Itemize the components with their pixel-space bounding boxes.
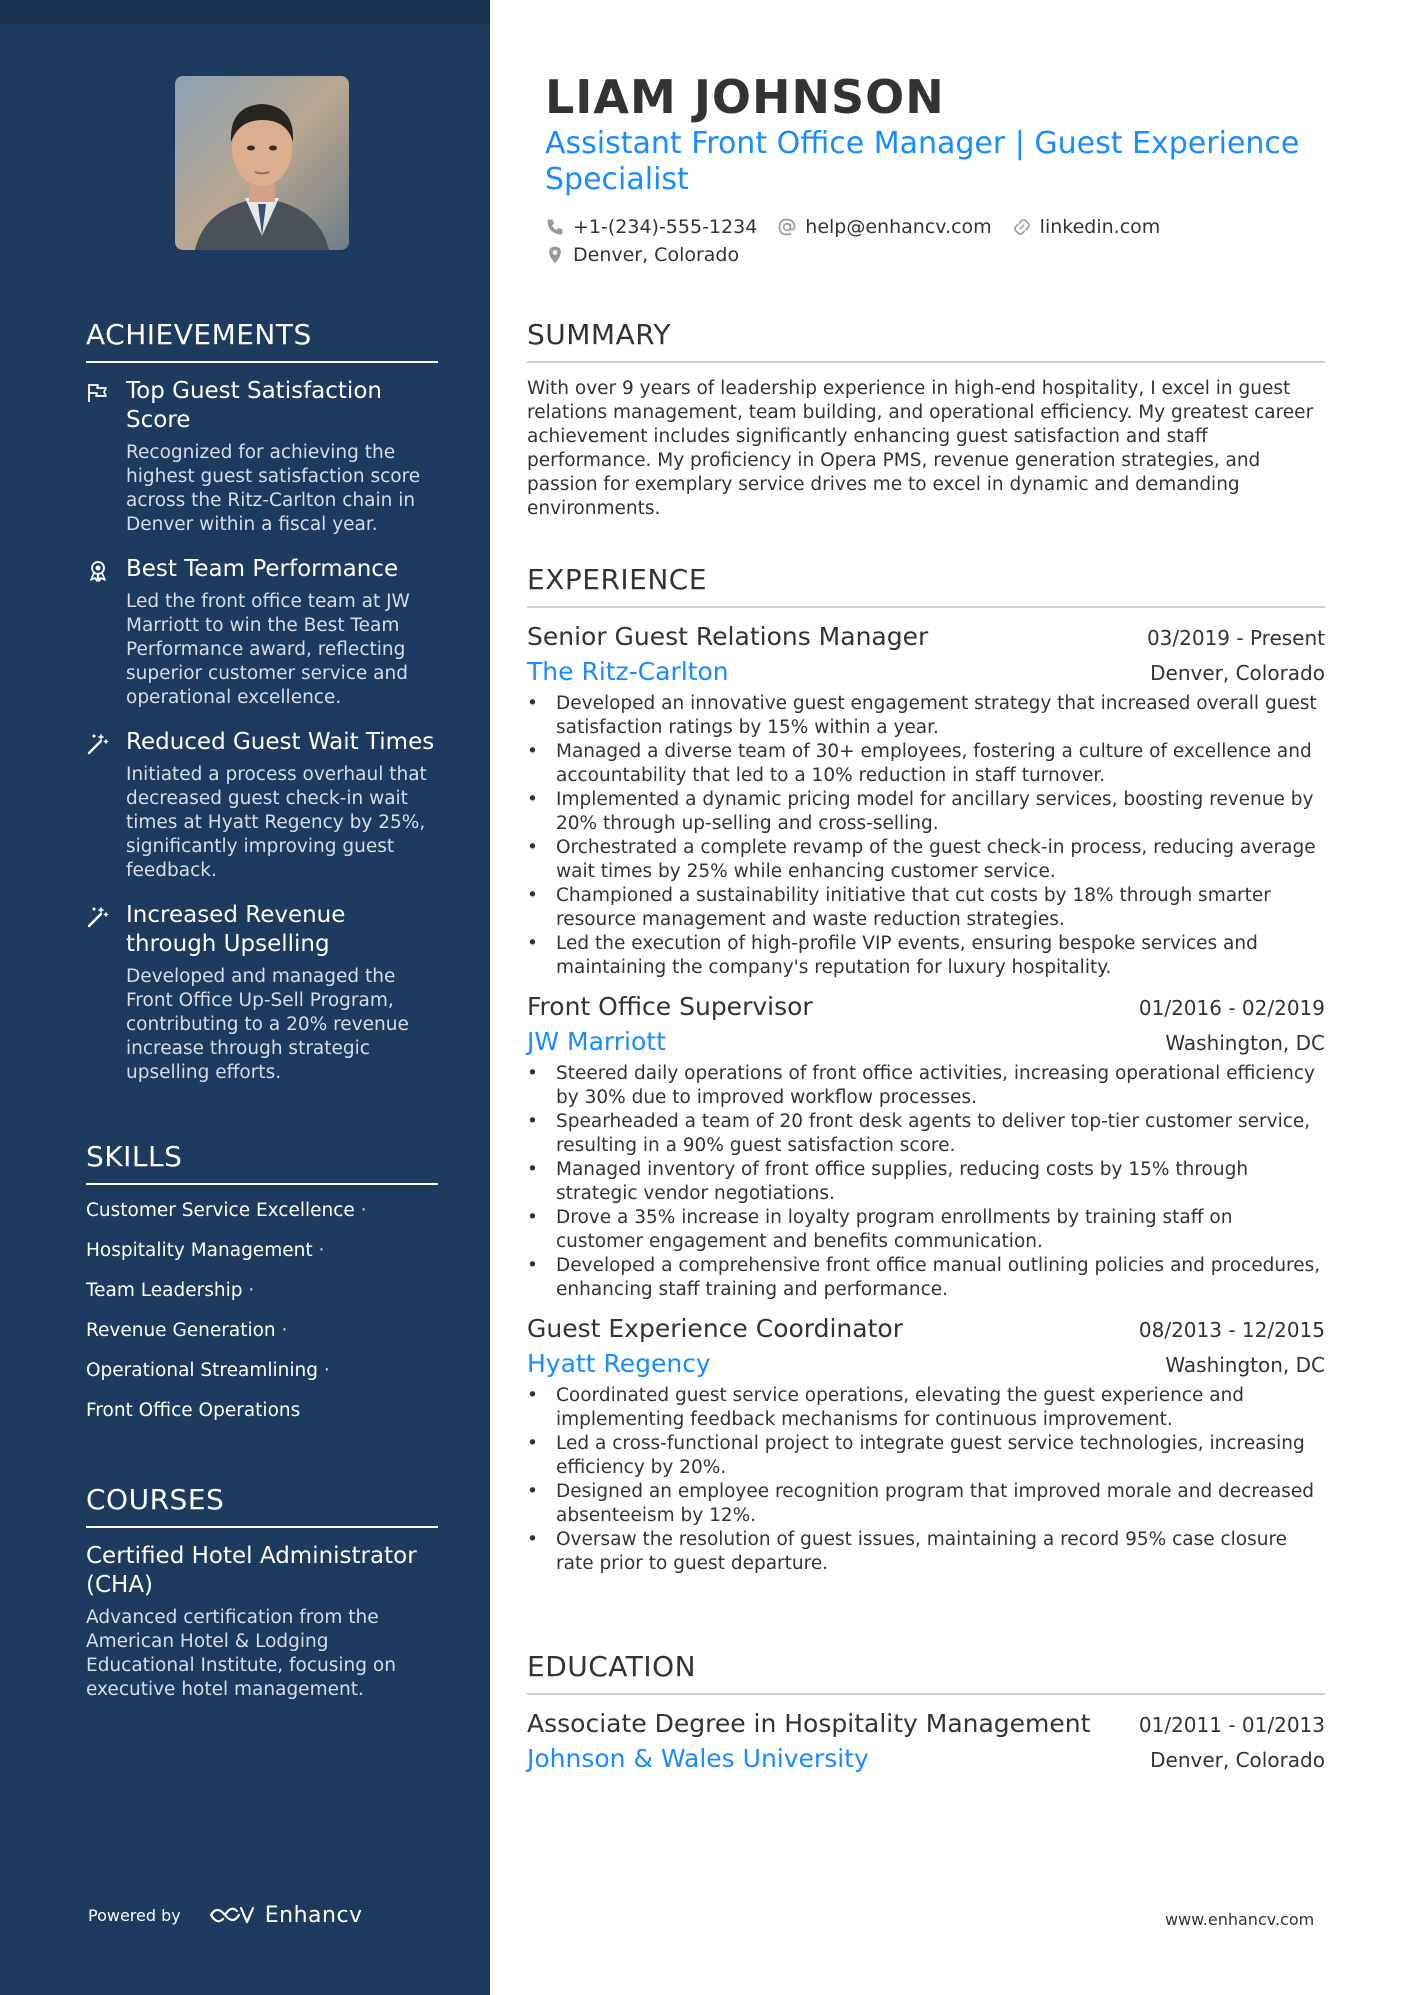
- achievement-description: Recognized for achieving the highest guest satisfaction score across the Ritz-Carlton chain in Denver within a fiscal year.: [126, 442, 421, 535]
- achievement-item: [86, 901, 438, 1085]
- award-icon: [86, 559, 110, 583]
- achievement-title: Top Guest Satisfaction Score: [126, 378, 382, 433]
- achievements-section: [86, 318, 438, 1103]
- contact-location: [545, 244, 739, 266]
- job-bullet: • Developed a comprehensive front office manual outlining policies and procedures, enhancing staff training and performance.: [527, 1254, 1325, 1302]
- contact-linkedin[interactable]: [1012, 216, 1161, 238]
- magic-wand-icon: [86, 732, 110, 756]
- job-bullet: • Orchestrated a complete revamp of the guest check-in process, reducing average wait times by 25% while enhancing customer service.: [527, 836, 1325, 884]
- job-bullets: [527, 1384, 1325, 1576]
- job-title: Front Office Supervisor: [527, 992, 813, 1021]
- skill-item: Customer Service Excellence ·: [86, 1200, 367, 1221]
- job-bullet: • Implemented a dynamic pricing model for ancillary services, boosting revenue by 20% through up-selling and cross-selling.: [527, 788, 1325, 836]
- summary-section: [527, 318, 1325, 521]
- education-section: [527, 1650, 1325, 1773]
- job-bullet: • Developed an innovative guest engagement strategy that increased overall guest satisfaction ratings by 15% within a year.: [527, 692, 1325, 740]
- job-location: Washington, DC: [1165, 1353, 1325, 1377]
- experience-heading: EXPERIENCE: [527, 563, 1325, 608]
- location-text: Denver, Colorado: [573, 244, 740, 266]
- education-heading: EDUCATION: [527, 1650, 1325, 1695]
- magic-wand-icon: [86, 905, 110, 929]
- powered-by: [88, 1902, 363, 1928]
- course-title: Certified Hotel Administrator (CHA): [86, 1543, 417, 1598]
- flag-icon: [86, 381, 110, 405]
- candidate-name: LIAM JOHNSON: [545, 70, 945, 124]
- contact-phone[interactable]: [545, 216, 757, 238]
- sidebar-top-band: [0, 0, 490, 24]
- achievement-description: Developed and managed the Front Office Up-Sell Program, contributing to a 20% revenue increase through strategic upselling efforts.: [126, 966, 409, 1083]
- contact-email[interactable]: [777, 216, 991, 238]
- achievement-item: [86, 555, 438, 710]
- education-school: Johnson & Wales University: [527, 1744, 869, 1773]
- job-bullet: • Managed a diverse team of 30+ employees, fostering a culture of excellence and accountability that led to a 10% reduction in staff turnover.: [527, 740, 1325, 788]
- job-bullets: [527, 1062, 1325, 1302]
- phone-icon: [545, 217, 565, 237]
- summary-heading: SUMMARY: [527, 318, 1325, 363]
- job-entry: [527, 1314, 1325, 1576]
- skill-item: Operational Streamlining ·: [86, 1360, 330, 1381]
- job-bullet: • Coordinated guest service operations, elevating the guest experience and implementing feedback mechanisms for continuous improvement.: [527, 1384, 1325, 1432]
- skills-section: [86, 1140, 438, 1439]
- course-description: Advanced certification from the American Hotel & Lodging Educational Institute, focusing on executive hotel management.: [86, 1607, 396, 1700]
- linkedin-text: linkedin.com: [1039, 216, 1161, 238]
- achievements-heading: ACHIEVEMENTS: [86, 318, 438, 363]
- courses-section: [86, 1483, 438, 1702]
- achievement-title: Increased Revenue through Upselling: [126, 902, 346, 957]
- education-degree: Associate Degree in Hospitality Management: [527, 1709, 1091, 1738]
- experience-section: [527, 563, 1325, 1588]
- job-dates: 01/2016 - 02/2019: [1138, 996, 1325, 1020]
- skills-heading: SKILLS: [86, 1140, 438, 1185]
- achievement-title: Best Team Performance: [126, 556, 399, 582]
- candidate-headline: Assistant Front Office Manager | Guest Experience Specialist: [545, 126, 1300, 197]
- job-entry: [527, 992, 1325, 1302]
- powered-by-label: Powered by: [88, 1905, 181, 1925]
- job-bullet: • Oversaw the resolution of guest issues, maintaining a record 95% case closure rate prior to guest departure.: [527, 1528, 1325, 1576]
- enhancv-brand: Enhancv: [264, 1902, 363, 1928]
- link-icon: [1012, 217, 1032, 237]
- achievement-item: [86, 728, 438, 883]
- job-bullets: [527, 692, 1325, 980]
- contact-info: [545, 213, 1325, 269]
- job-company: Hyatt Regency: [527, 1349, 711, 1378]
- job-company: The Ritz-Carlton: [527, 657, 729, 686]
- job-dates: 03/2019 - Present: [1146, 626, 1325, 650]
- job-bullet: • Championed a sustainability initiative that cut costs by 18% through smarter resource management and waste reduction strategies.: [527, 884, 1325, 932]
- job-bullet: • Led the execution of high-profile VIP events, ensuring bespoke services and maintaining the company's reputation for luxury hospitality.: [527, 932, 1325, 980]
- sidebar: [0, 0, 490, 1995]
- skill-item: Revenue Generation ·: [86, 1320, 288, 1341]
- achievement-title: Reduced Guest Wait Times: [126, 729, 435, 755]
- enhancv-logo-icon: [207, 1902, 257, 1928]
- job-bullet: • Managed inventory of front office supplies, reducing costs by 15% through strategic vendor negotiations.: [527, 1158, 1325, 1206]
- job-bullet: • Spearheaded a team of 20 front desk agents to deliver top-tier customer service, resulting in a 90% guest satisfaction score.: [527, 1110, 1325, 1158]
- job-company: JW Marriott: [527, 1027, 666, 1056]
- job-bullet: • Designed an employee recognition program that improved morale and decreased absenteeism by 12%.: [527, 1480, 1325, 1528]
- job-bullet: • Led a cross-functional project to integrate guest service technologies, increasing efficiency by 20%.: [527, 1432, 1325, 1480]
- achievement-description: Led the front office team at JW Marriott to win the Best Team Performance award, reflecting superior customer service and operational excellence.: [126, 591, 410, 708]
- summary-text: With over 9 years of leadership experience in high-end hospitality, I excel in guest relations management, team building, and operational efficiency. My greatest career achievement includes significantly enhancing guest satisfaction and staff performance. My proficiency in Opera PMS, revenue generation strategies, and passion for exemplary service drives me to excel in dynamic and demanding environments.: [527, 378, 1314, 519]
- education-location: Denver, Colorado: [1150, 1748, 1325, 1772]
- job-title: Guest Experience Coordinator: [527, 1314, 903, 1343]
- skill-item: Hospitality Management ·: [86, 1240, 325, 1261]
- job-title: Senior Guest Relations Manager: [527, 622, 929, 651]
- skill-item: Team Leadership ·: [86, 1280, 255, 1301]
- achievement-description: Initiated a process overhaul that decreased guest check-in wait times at Hyatt Regency by 25%, significantly improving guest feedback.: [126, 764, 427, 881]
- email-text: help@enhancv.com: [805, 216, 992, 238]
- footer-url[interactable]: www.enhancv.com: [1165, 1910, 1315, 1929]
- job-location: Denver, Colorado: [1150, 661, 1325, 685]
- profile-photo: [175, 76, 349, 250]
- job-dates: 08/2013 - 12/2015: [1138, 1318, 1325, 1342]
- job-entry: [527, 622, 1325, 980]
- achievement-item: [86, 377, 438, 537]
- courses-heading: COURSES: [86, 1483, 438, 1528]
- job-bullet: • Steered daily operations of front office activities, increasing operational efficiency by 30% due to improved workflow processes.: [527, 1062, 1325, 1110]
- phone-text: +1-(234)-555-1234: [573, 216, 758, 238]
- job-location: Washington, DC: [1165, 1031, 1325, 1055]
- skill-item: Front Office Operations: [86, 1400, 301, 1421]
- job-bullet: • Drove a 35% increase in loyalty program enrollments by training staff on customer engagement and benefits communication.: [527, 1206, 1325, 1254]
- at-sign-icon: [777, 217, 797, 237]
- location-pin-icon: [545, 245, 565, 265]
- education-dates: 01/2011 - 01/2013: [1138, 1713, 1325, 1737]
